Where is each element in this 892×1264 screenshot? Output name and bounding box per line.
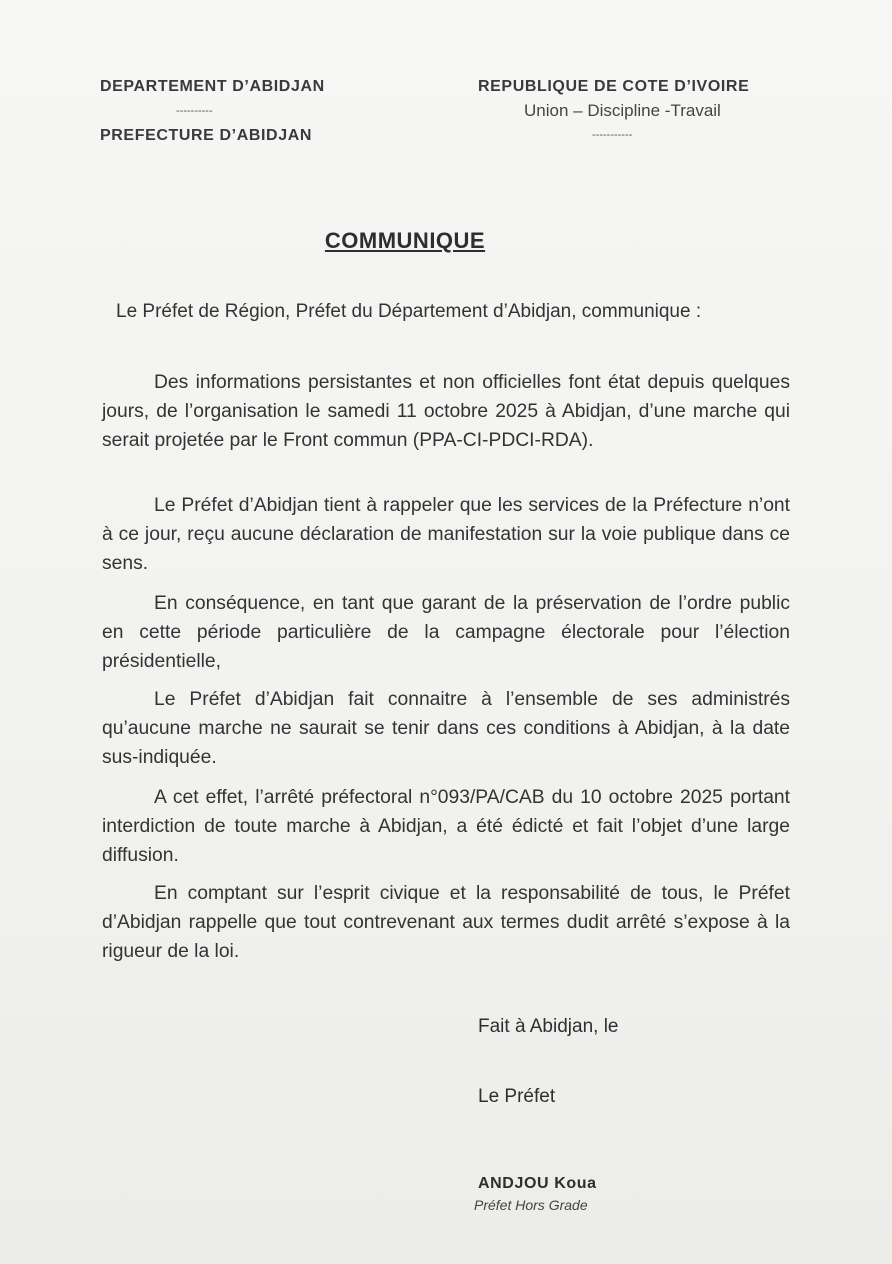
republic-header: REPUBLIQUE DE COTE D’IVOIRE <box>478 78 750 95</box>
prefecture-header: PREFECTURE D’ABIDJAN <box>100 127 313 144</box>
paragraph-text: A cet effet, l’arrêté préfectoral n°093/PA/CAB du 10 octobre 2025 portant interdiction de toute marche à Abidjan, a été édicté et fait l’objet d’une large diffusion. <box>102 787 790 866</box>
document-title: COMMUNIQUE <box>324 228 486 253</box>
paragraph-5 <box>102 783 790 870</box>
intro-line: Le Préfet de Région, Préfet du Département d’Abidjan, communique : <box>116 301 702 322</box>
national-motto: Union – Discipline -Travail <box>524 101 721 120</box>
signatory-grade: Préfet Hors Grade <box>474 1197 588 1213</box>
paragraph-6 <box>102 879 790 966</box>
department-header: DEPARTEMENT D’ABIDJAN <box>100 78 325 95</box>
paragraph-text: En conséquence, en tant que garant de la préservation de l’ordre public en cette période particulière de la campagne électorale pour l’élection présidentielle, <box>102 593 790 672</box>
right-separator: ----------- <box>592 129 633 141</box>
left-separator: ---------- <box>176 105 213 117</box>
paragraph-text: Le Préfet d’Abidjan fait connaitre à l’ensemble de ses administrés qu’aucune marche ne saurait se tenir dans ces conditions à Abidjan, à la date sus-indiquée. <box>102 689 790 768</box>
signatory-role: Le Préfet <box>478 1086 556 1107</box>
place-date-line: Fait à Abidjan, le <box>478 1016 619 1037</box>
paragraph-3 <box>102 589 790 676</box>
paragraph-1 <box>102 368 790 455</box>
paragraph-4 <box>102 685 790 772</box>
paragraph-text: Le Préfet d’Abidjan tient à rappeler que les services de la Préfecture n’ont à ce jour, reçu aucune déclaration de manifestation sur la voie publique dans ce sens. <box>102 495 790 574</box>
paragraph-2 <box>102 491 790 578</box>
signatory-name: ANDJOU Koua <box>478 1175 597 1192</box>
paragraph-text: En comptant sur l’esprit civique et la responsabilité de tous, le Préfet d’Abidjan rappelle que tout contrevenant aux termes dudit arrêté s’expose à la rigueur de la loi. <box>102 883 790 962</box>
paragraph-text: Des informations persistantes et non officielles font état depuis quelques jours, de l’organisation le samedi 11 octobre 2025 à Abidjan, d’une marche qui serait projetée par le Front commun (PPA-CI-PDCI-RDA). <box>102 372 790 451</box>
